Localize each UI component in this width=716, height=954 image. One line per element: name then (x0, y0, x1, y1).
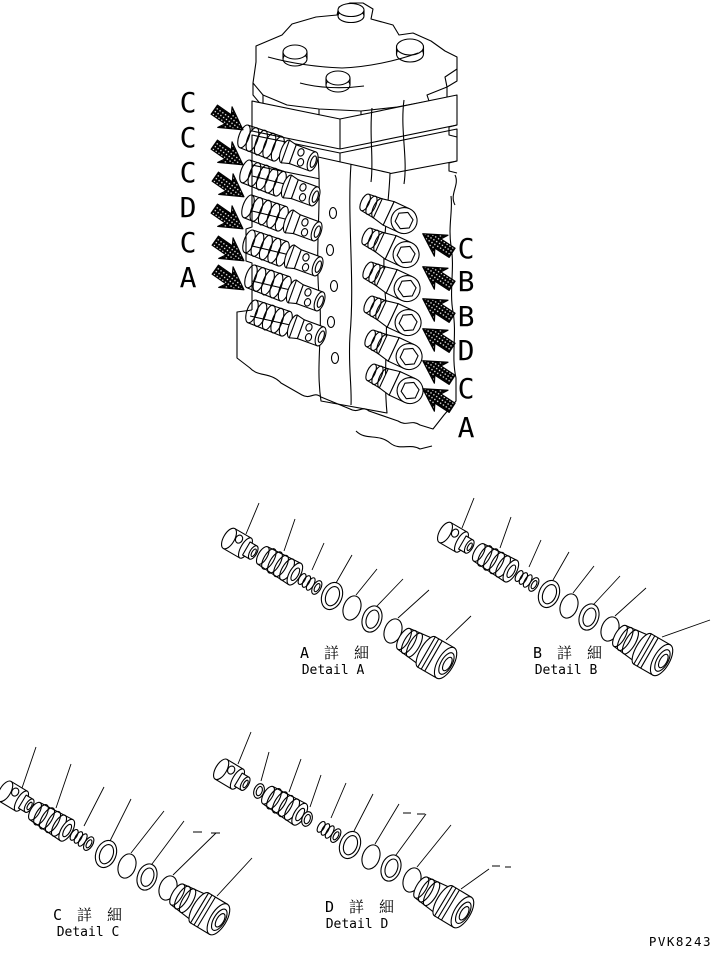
flow-arrow-icon (416, 378, 459, 418)
detail-a-view (218, 503, 471, 682)
plug-part (218, 526, 262, 564)
washer-part (575, 601, 602, 633)
seal-ring-part (359, 842, 384, 871)
port-label: D (179, 191, 197, 224)
leader-lines (246, 503, 471, 640)
port-hole (330, 208, 337, 219)
detail-label-en: Detail C (56, 925, 120, 940)
port-hole (332, 353, 339, 364)
cover-boss (338, 4, 364, 23)
detail-label-en: Detail D (325, 917, 389, 932)
o-ring-part (91, 837, 120, 870)
detail-label-jp: C 詳 細 (52, 906, 126, 924)
right-port-callouts (416, 223, 475, 444)
detail-label-jp: D 詳 細 (324, 898, 398, 916)
port-label: A (179, 261, 197, 294)
port-hole (328, 317, 335, 328)
washer-part (133, 861, 160, 893)
port-label: A (457, 411, 475, 444)
port-label: C (457, 232, 475, 265)
washer-part (377, 852, 404, 884)
seal-ring-part (115, 851, 140, 880)
detail-b-view (434, 498, 710, 679)
detail-label-jp: B 詳 細 (532, 644, 606, 662)
detail-label-jp: A 詳 細 (299, 644, 373, 662)
port-hole (331, 281, 338, 292)
port-hole (327, 245, 334, 256)
cover-boss (326, 71, 350, 92)
body-edge-squiggle (453, 175, 456, 205)
plug-part (434, 520, 478, 558)
port-label: B (457, 300, 475, 333)
seal-ring-part (340, 593, 365, 622)
flow-arrow-icon (208, 230, 251, 271)
drawing-number: PVK8243 (648, 934, 712, 949)
washer-part (358, 603, 385, 635)
flow-arrow-icon (207, 99, 250, 140)
port-label: C (179, 226, 197, 259)
seal-ring-part (557, 591, 582, 620)
port-label: C (179, 156, 197, 189)
coil-spring-part (315, 819, 343, 844)
port-label: B (457, 265, 475, 298)
port-label: C (457, 372, 475, 405)
flow-arrow-icon (207, 134, 250, 175)
detail-d-view (211, 732, 489, 932)
port-label: C (179, 121, 197, 154)
port-label: C (179, 86, 197, 119)
plug-part (211, 757, 255, 796)
spool-bank (235, 123, 329, 351)
detail-label-en: Detail B (534, 663, 598, 678)
valve-assembly-drawing (235, 3, 457, 449)
detail-label-en: Detail A (301, 663, 365, 678)
left-port-callouts (180, 86, 252, 300)
spring-cartridge-part (469, 540, 522, 585)
port-label: D (457, 334, 475, 367)
flow-arrow-icon (416, 318, 459, 358)
torn-continuation-line (356, 431, 432, 449)
